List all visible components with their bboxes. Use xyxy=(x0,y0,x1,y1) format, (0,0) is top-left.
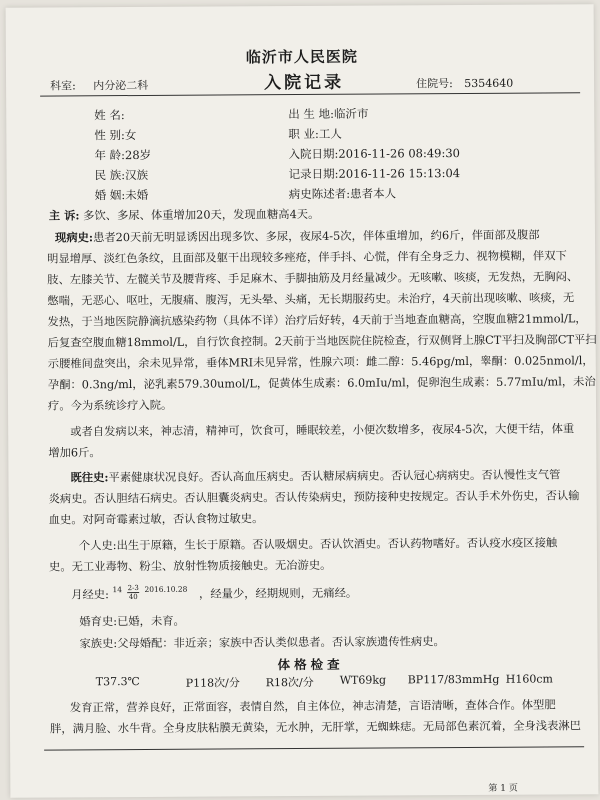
past-history-line: 血史。对阿奇霉素过敏，否认食物过敏史。 xyxy=(48,512,264,527)
present-illness-text: 患者20天前无明显诱因出现多饮、多尿，夜尿4-5次，伴体重增加，约6斤，伴面部及腹部 xyxy=(93,228,540,245)
general-status-line: 或者自发病以来，神志清，精神可，饮食可，睡眠较差，小便次数增多，夜尿4-5次，大便干结，体重 xyxy=(70,422,575,439)
present-illness-line: 发热，于当地医院静滴抗感染药物（具体不详）治疗后好转，4天前于当地查血糖高，空腹血糖21mmol/L， xyxy=(47,312,587,329)
family-history-text: 父母婚配：非近亲；家族中否认类似患者。否认家族遗传性病史。 xyxy=(117,635,445,651)
marital-field xyxy=(95,187,149,203)
marriage-history xyxy=(79,611,185,633)
name-field xyxy=(94,107,125,123)
admission-number xyxy=(416,75,513,92)
vital-height: H160cm xyxy=(505,672,553,686)
vital-pulse: P118次/分 xyxy=(185,676,240,690)
gender-field xyxy=(94,127,136,143)
menstrual-history-text: ，经量少，经期规则，无痛经。 xyxy=(198,586,358,601)
present-illness-line: 后复查空腹血糖18mmol/L，自行饮食控制。2天前于当地医院住院检查，行双侧肾上腺CT平扫及胸部CT平扫 xyxy=(47,333,597,350)
birthplace-label: 出 生 地: xyxy=(288,106,334,122)
narrator-value: 患者本人 xyxy=(350,186,397,201)
occupation-value: 工人 xyxy=(318,126,342,141)
present-illness-line: 肢、左膝关节、左髋关节及腰背疼、手足麻木、手脚抽筋及月经量减少。无咳嗽、咳痰，无发热，无胸闷、 xyxy=(47,270,579,287)
chief-complaint-text: 多饮、多尿、体重增加20天，发现血糖高4天。 xyxy=(83,207,320,223)
present-illness-line: 疗。今为系统诊疗入院。 xyxy=(47,398,173,413)
department-value: 内分泌二科 xyxy=(93,78,149,93)
admit-date-label: 入院日期: xyxy=(288,146,339,162)
present-illness-line: 明显增厚、淡红色条纹，且面部及躯干出现较多痤疮，伴手抖、心慌，伴有全身乏力、视物模糊，伴双下 xyxy=(47,249,567,266)
occupation-label: 职 业: xyxy=(288,126,319,142)
ethnicity-field xyxy=(95,167,149,183)
personal-history-line xyxy=(79,532,557,556)
personal-history-text: 出生于原籍，生长于原籍。否认吸烟史。否认饮酒史。否认药物嗜好。否认疫水疫区接触 xyxy=(116,536,558,553)
vital-weight: WT69kg xyxy=(339,673,387,687)
age-value: 28岁 xyxy=(124,147,152,163)
menstrual-history-label: 月经史: xyxy=(71,588,109,602)
menstrual-fraction xyxy=(128,584,139,601)
gender-label: 性 别: xyxy=(94,128,125,143)
past-history-line: 炎病史。否认胆结石病史。否认胆囊炎病史。否认传染病史，预防接种史按规定。否认手术外伤史，否认输 xyxy=(48,489,580,506)
vital-blood-pressure: BP117/83mmHg xyxy=(407,672,500,687)
marital-value: 未婚 xyxy=(125,187,149,203)
record-date-value: 2016-11-26 15:13:04 xyxy=(338,166,461,181)
admit-date-field xyxy=(288,145,460,162)
age-field xyxy=(94,147,151,163)
department xyxy=(50,77,148,94)
admit-date-value: 2016-11-26 08:49:30 xyxy=(338,146,461,161)
present-illness-line: 憋喘，无恶心、呕吐，无腹痛、腹泻，无头晕、头痛，无长期服药史。未治疗，4天前出现咳嗽、咳痰，无 xyxy=(47,291,575,308)
present-illness-line: 示腰椎间盘突出，余未见异常，垂体MRI未见异常，性腺六项：雌二醇：5.46pg/ml，睾酮：0.025nmol/l， xyxy=(47,354,594,371)
vital-respiration: R18次/分 xyxy=(265,675,314,690)
menarche-age: 14 xyxy=(112,585,123,595)
period-days: 2-3 xyxy=(127,583,139,592)
admission-number-value: 5354640 xyxy=(464,76,514,91)
gender-value: 女 xyxy=(124,128,137,143)
age-label: 年 龄: xyxy=(94,148,126,163)
admission-record-page xyxy=(6,4,599,798)
marriage-history-label: 婚育史: xyxy=(79,615,118,629)
cycle-days: 40 xyxy=(128,592,138,601)
vital-temperature: T37.3℃ xyxy=(95,674,140,689)
document-title: 入院记录 xyxy=(263,72,345,94)
family-history-label: 家族史: xyxy=(79,637,118,651)
department-label: 科室: xyxy=(50,79,76,93)
personal-history-line: 史。无工业毒物、粉尘、放射性物质接触史。无冶游史。 xyxy=(48,558,332,574)
footer-divider xyxy=(44,746,584,750)
general-status-line: 增加6斤。 xyxy=(48,446,101,460)
occupation-field xyxy=(288,126,342,142)
exam-findings-line: 发育正常，营养良好，正常面容，表情自然，自主体位，神志清楚，言语清晰，查体合作。体型肥 xyxy=(69,698,556,715)
marriage-history-text: 已婚，未育。 xyxy=(117,614,185,629)
ethnicity-value: 汉族 xyxy=(125,167,149,183)
personal-history-label: 个人史: xyxy=(78,539,117,553)
narrator-label: 病史陈述者: xyxy=(288,186,351,202)
chief-complaint-label: 主 诉: xyxy=(48,208,80,223)
record-date-field xyxy=(289,165,461,182)
record-date-label: 记录日期: xyxy=(288,166,339,182)
past-history-text: 平素健康状况良好。否认高血压病史。否认糖尿病病史。否认冠心病病史。否认慢性支气管 xyxy=(108,468,561,485)
narrator-field xyxy=(289,185,396,202)
chief-complaint xyxy=(49,204,320,227)
last-period-date: 2016.10.28 xyxy=(144,584,188,594)
present-illness-line: 孕酮：0.3ng/ml，泌乳素579.30umol/L，促黄体生成素：6.0mIu/ml，促卵泡生成素：5.77mIu/ml，未治 xyxy=(47,375,596,392)
birthplace-field xyxy=(288,106,368,122)
marital-label: 婚 姻: xyxy=(94,188,126,203)
past-history-label: 既往史: xyxy=(70,470,109,485)
exam-findings-line: 胖，满月脸、水牛背。全身皮肤粘膜无黄染，无水肿，无肝掌，无蜘蛛痣。无局部色素沉着，全身浅表淋巴 xyxy=(49,719,581,736)
name-label: 姓 名: xyxy=(94,108,125,123)
family-history xyxy=(79,631,444,654)
menstrual-history xyxy=(71,580,357,611)
page-number: 第 1 页 xyxy=(488,783,518,794)
hospital-name: 临沂市人民医院 xyxy=(245,47,358,67)
present-illness-label: 现病史: xyxy=(54,230,94,245)
physical-exam-title: 体格检查 xyxy=(277,656,344,673)
ethnicity-label: 民 族: xyxy=(94,168,126,183)
admission-number-label: 住院号: xyxy=(416,77,453,91)
birthplace-value: 临沂市 xyxy=(333,106,369,121)
